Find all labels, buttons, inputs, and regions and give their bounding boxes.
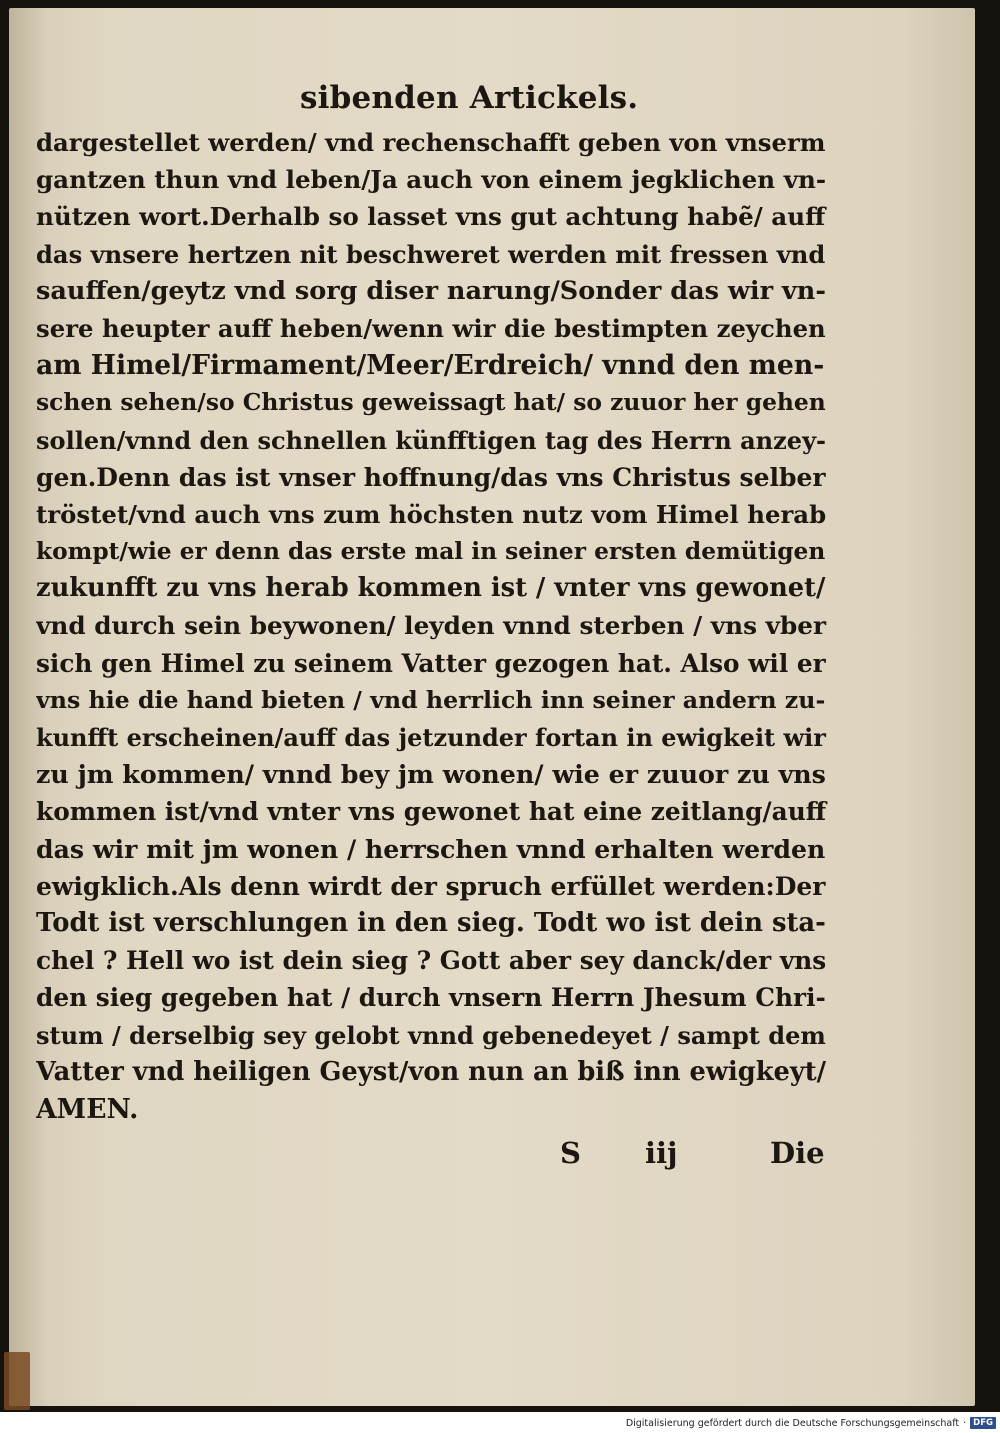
- text-line: chel ? Hell wo ist dein sieg ? Gott aber sey danck/der vns: [36, 946, 827, 976]
- text-line: Todt ist verschlungen in den sieg. Todt wo ist dein sta-: [36, 907, 826, 938]
- text-line: dargestellet werden/ vnd rechenschafft geben von vnserm: [36, 128, 826, 157]
- text-line: den sieg gegeben hat / durch vnsern Herrn Jhesum Chri-: [36, 983, 826, 1013]
- text-line: sich gen Himel zu seinem Vatter gezogen hat. Also wil er: [36, 648, 826, 678]
- text-line: gen.Denn das ist vnser hoffnung/das vns Christus selber: [36, 462, 826, 492]
- catchword: Die: [770, 1136, 825, 1170]
- text-line: zukunfft zu vns herab kommen ist / vnter vns gewonet/: [36, 573, 826, 604]
- text-line: sere heupter auff heben/wenn wir die bestimpten zeychen: [36, 313, 826, 343]
- text-line: zu jm kommen/ vnnd bey jm wonen/ wie er zuuor zu vns: [36, 759, 826, 790]
- text-line: Vatter vnd heiligen Geyst/von nun an biß inn ewigkeyt/: [36, 1056, 827, 1087]
- binding-edge: [4, 1352, 30, 1410]
- text-line: vns hie die hand bieten / vnd herrlich inn seiner andern zu-: [36, 685, 826, 714]
- text-line: kommen ist/vnd vnter vns gewonet hat eine zeitlang/auff: [36, 797, 827, 827]
- text-line: nützen wort.Derhalb so lasset vns gut achtung habẽ/ auff: [36, 202, 826, 232]
- credit-text: Digitalisierung gefördert durch die Deutsche Forschungsgemeinschaft: [625, 1417, 960, 1429]
- text-line: gantzen thun vnd leben/Ja auch von einem jegklichen vn-: [36, 165, 827, 195]
- text-line: am Himel/Firmament/Meer/Erdreich/ vnnd den men-: [36, 350, 825, 382]
- catchline: [560, 1136, 840, 1176]
- running-head: sibenden Artickels.: [300, 80, 639, 116]
- text-line: stum / derselbig sey gelobt vnnd gebenedeyet / sampt dem: [36, 1020, 826, 1050]
- dfg-logo: DFG: [970, 1417, 996, 1429]
- text-line: tröstet/vnd auch vns zum höchsten nutz vom Himel herab: [36, 499, 827, 529]
- signature-mark: S: [560, 1136, 581, 1170]
- text-line: ewigklich.Als denn wirdt der spruch erfüllet werden:Der: [36, 871, 826, 901]
- text-line: sollen/vnnd den schnellen künfftigen tag des Herrn anzey-: [36, 425, 827, 455]
- text-line: schen sehen/so Christus geweissagt hat/ so zuuor her gehen: [36, 388, 826, 417]
- text-line: das vnsere hertzen nit beschweret werden mit fressen vnd: [36, 239, 826, 269]
- text-line: AMEN.: [36, 1093, 139, 1125]
- body-text: [36, 124, 836, 1128]
- text-line: vnd durch sein beywonen/ leyden vnnd sterben / vns vber: [36, 611, 827, 641]
- text-line: kunfft erscheinen/auff das jetzunder fortan in ewigkeit wir: [36, 723, 826, 752]
- digitization-credit: [600, 1415, 996, 1431]
- text-line: sauffen/geytz vnd sorg diser narung/Sonder das wir vn-: [36, 275, 826, 306]
- credit-separator: ·: [963, 1417, 967, 1429]
- text-line: das wir mit jm wonen / herrschen vnnd erhalten werden: [36, 833, 826, 864]
- text-line: kompt/wie er denn das erste mal in seiner ersten demütigen: [36, 538, 826, 566]
- signature-number: iij: [645, 1136, 678, 1170]
